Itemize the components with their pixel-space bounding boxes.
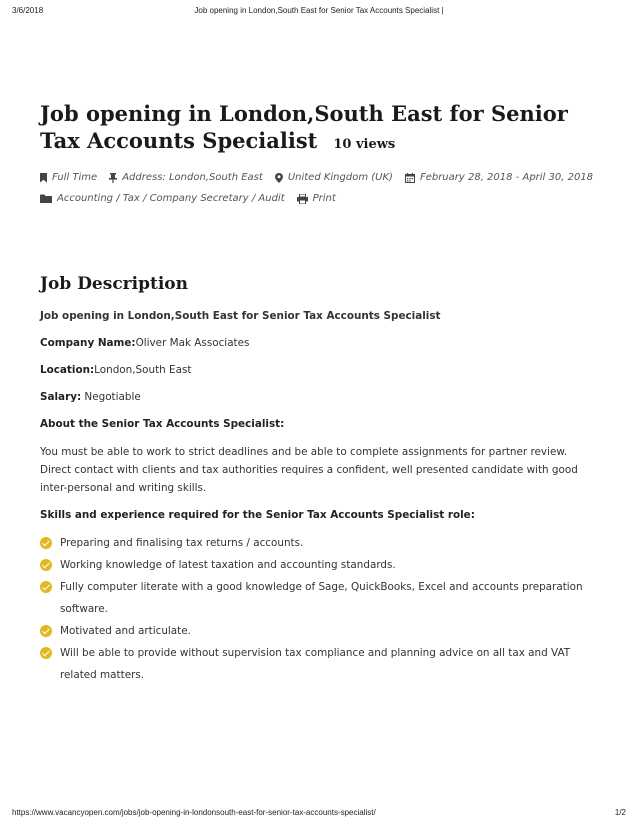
about-heading: [40, 416, 600, 433]
print-link[interactable]: Print: [312, 193, 336, 204]
location: [40, 362, 600, 379]
list-item: [40, 620, 600, 642]
job-categories[interactable]: [40, 193, 285, 204]
skill-text: Preparing and finalising tax returns / accounts.: [60, 537, 304, 549]
job-title-line2: Tax Accounts Specialist: [40, 128, 318, 153]
skill-text: Fully computer literate with a good knowledge of Sage, QuickBooks, Excel and accounts preparation software.: [60, 581, 583, 615]
check-circle-icon: [40, 625, 52, 637]
company-name-value: Oliver Mak Associates: [135, 337, 250, 349]
job-address-label: Address: London,South East: [122, 172, 263, 183]
company-name: [40, 335, 600, 352]
job-dates: [405, 172, 593, 183]
list-item: [40, 554, 600, 576]
salary-value: Negotiable: [81, 391, 141, 403]
views-count: 10 views: [333, 137, 396, 152]
print-header: [0, 6, 638, 18]
print-icon: [297, 194, 308, 204]
job-title-line1: Job opening in London,South East for Senior: [40, 101, 568, 126]
job-title: [40, 100, 600, 158]
skills-heading: [40, 507, 600, 524]
skill-text: Working knowledge of latest taxation and accounting standards.: [60, 559, 396, 571]
print-page-title: Job opening in London,South East for Senior Tax Accounts Specialist |: [194, 6, 444, 15]
calendar-icon: [405, 173, 415, 183]
job-content: [40, 100, 600, 686]
salary: [40, 389, 600, 406]
list-item: [40, 642, 600, 686]
job-categories-link[interactable]: Accounting / Tax / Company Secretary / Audit: [57, 193, 285, 204]
bookmark-icon: [40, 173, 47, 183]
list-item: [40, 532, 600, 554]
location-label: Location:: [40, 364, 95, 376]
job-location: [275, 172, 393, 183]
job-dates-label: February 28, 2018 - April 30, 2018: [419, 172, 594, 183]
skill-text: Will be able to provide without supervision tax compliance and planning advice on all tax and VAT related matters.: [60, 647, 571, 681]
company-name-label: Company Name:: [40, 337, 136, 349]
location-value: London,South East: [94, 364, 192, 376]
job-location-label: United Kingdom (UK): [287, 172, 393, 183]
job-meta-row-2: [40, 193, 600, 204]
print-date: 3/6/2018: [12, 6, 44, 15]
job-intro: Job opening in London,South East for Senior Tax Accounts Specialist: [40, 310, 441, 322]
job-meta-row: [40, 172, 600, 183]
map-marker-icon: [275, 173, 283, 183]
print-url[interactable]: https://www.vacancyopen.com/jobs/job-opening-in-londonsouth-east-for-senior-tax-accounts-specialist/: [12, 808, 376, 817]
job-type: [40, 172, 97, 183]
job-address: [109, 172, 263, 183]
check-circle-icon: [40, 537, 52, 549]
print-page-number: 1/2: [614, 808, 626, 817]
check-circle-icon: [40, 647, 52, 659]
salary-label: Salary:: [40, 391, 82, 403]
about-text: You must be able to work to strict deadlines and be able to complete assignments for partner review. Direct contact with clients and tax authorities requires a confident, well presented candidate with good inter-personal and writing skills.: [40, 446, 578, 494]
list-item: [40, 576, 600, 620]
skill-text: Motivated and articulate.: [60, 625, 191, 637]
pushpin-icon: [109, 173, 117, 183]
check-circle-icon: [40, 581, 52, 593]
print-footer: [0, 808, 638, 820]
job-description-heading: Job Description: [40, 274, 188, 294]
job-type-label: Full Time: [52, 172, 98, 183]
folder-icon: [40, 194, 52, 203]
about-heading-text: About the Senior Tax Accounts Specialist:: [40, 418, 285, 430]
skills-heading-text: Skills and experience required for the Senior Tax Accounts Specialist role:: [40, 509, 475, 521]
check-circle-icon: [40, 559, 52, 571]
print-action[interactable]: [297, 193, 336, 204]
skills-list: [40, 532, 600, 686]
